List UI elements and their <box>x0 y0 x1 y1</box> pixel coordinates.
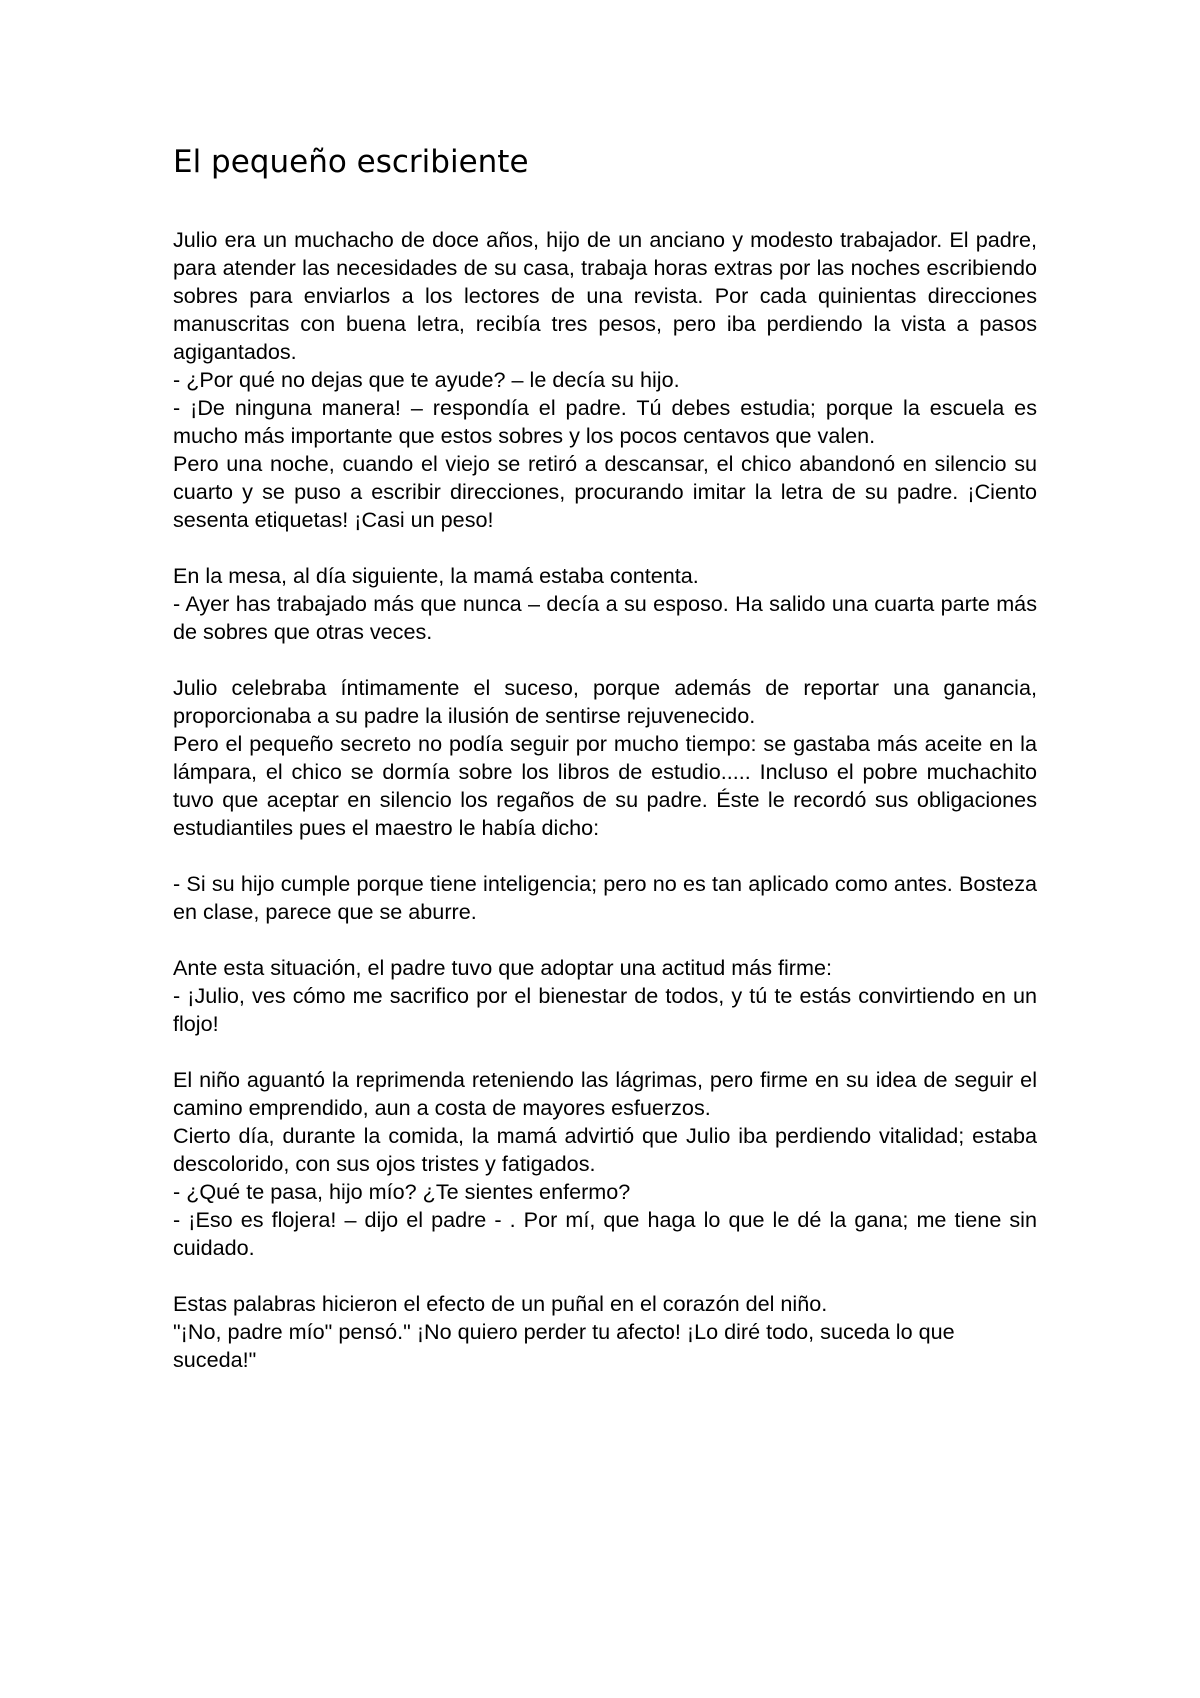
paragraph: Cierto día, durante la comida, la mamá advirtió que Julio iba perdiendo vitalidad; estaba descolorido, con sus ojos tristes y fatigados. <box>173 1123 1037 1176</box>
paragraph: - ¿Qué te pasa, hijo mío? ¿Te sientes enfermo? <box>173 1179 631 1204</box>
paragraph: Pero el pequeño secreto no podía seguir por mucho tiempo: se gastaba más aceite en la lámpara, el chico se dormía sobre los libros de estudio..... Incluso el pobre muchachito tuvo que aceptar en silencio los regaños de su padre. Éste le recordó sus obligaciones estudiantiles pues el maestro le había dicho: <box>173 731 1037 840</box>
paragraph: Estas palabras hicieron el efecto de un puñal en el corazón del niño. <box>173 1291 828 1316</box>
document-title: El pequeño escribiente <box>173 144 529 180</box>
document-body <box>173 226 1037 1374</box>
blank-line <box>173 534 1037 562</box>
paragraph: - Si su hijo cumple porque tiene inteligencia; pero no es tan aplicado como antes. Bosteza en clase, parece que se aburre. <box>173 871 1037 924</box>
paragraph: Julio era un muchacho de doce años, hijo de un anciano y modesto trabajador. El padre, para atender las necesidades de su casa, trabaja horas extras por las noches escribiendo sobres para enviarlos a los lectores de una revista. Por cada quinientas direcciones manuscritas con buena letra, recibía tres pesos, pero iba perdiendo la vista a pasos agigantados. <box>173 227 1037 364</box>
paragraph: - ¿Por qué no dejas que te ayude? – le decía su hijo. <box>173 367 680 392</box>
blank-line <box>173 926 1037 954</box>
blank-line <box>173 646 1037 674</box>
paragraph: "¡No, padre mío" pensó." ¡No quiero perder tu afecto! ¡Lo diré todo, suceda lo que suceda!" <box>173 1319 955 1372</box>
paragraph: El niño aguantó la reprimenda reteniendo las lágrimas, pero firme en su idea de seguir el camino emprendido, aun a costa de mayores esfuerzos. <box>173 1067 1037 1120</box>
paragraph: - ¡De ninguna manera! – respondía el padre. Tú debes estudia; porque la escuela es mucho más importante que estos sobres y los pocos centavos que valen. <box>173 395 1037 448</box>
paragraph: En la mesa, al día siguiente, la mamá estaba contenta. <box>173 563 699 588</box>
blank-line <box>173 1262 1037 1290</box>
paragraph: - ¡Julio, ves cómo me sacrifico por el bienestar de todos, y tú te estás convirtiendo en un flojo! <box>173 983 1037 1036</box>
paragraph: Pero una noche, cuando el viejo se retiró a descansar, el chico abandonó en silencio su cuarto y se puso a escribir direcciones, procurando imitar la letra de su padre. ¡Ciento sesenta etiquetas! ¡Casi un peso! <box>173 451 1037 532</box>
paragraph: Julio celebraba íntimamente el suceso, porque además de reportar una ganancia, proporcionaba a su padre la ilusión de sentirse rejuvenecido. <box>173 675 1037 728</box>
blank-line <box>173 1038 1037 1066</box>
paragraph: - ¡Eso es flojera! – dijo el padre - . Por mí, que haga lo que le dé la gana; me tiene sin cuidado. <box>173 1207 1037 1260</box>
paragraph: Ante esta situación, el padre tuvo que adoptar una actitud más firme: <box>173 955 832 980</box>
paragraph: - Ayer has trabajado más que nunca – decía a su esposo. Ha salido una cuarta parte más de sobres que otras veces. <box>173 591 1037 644</box>
blank-line <box>173 842 1037 870</box>
